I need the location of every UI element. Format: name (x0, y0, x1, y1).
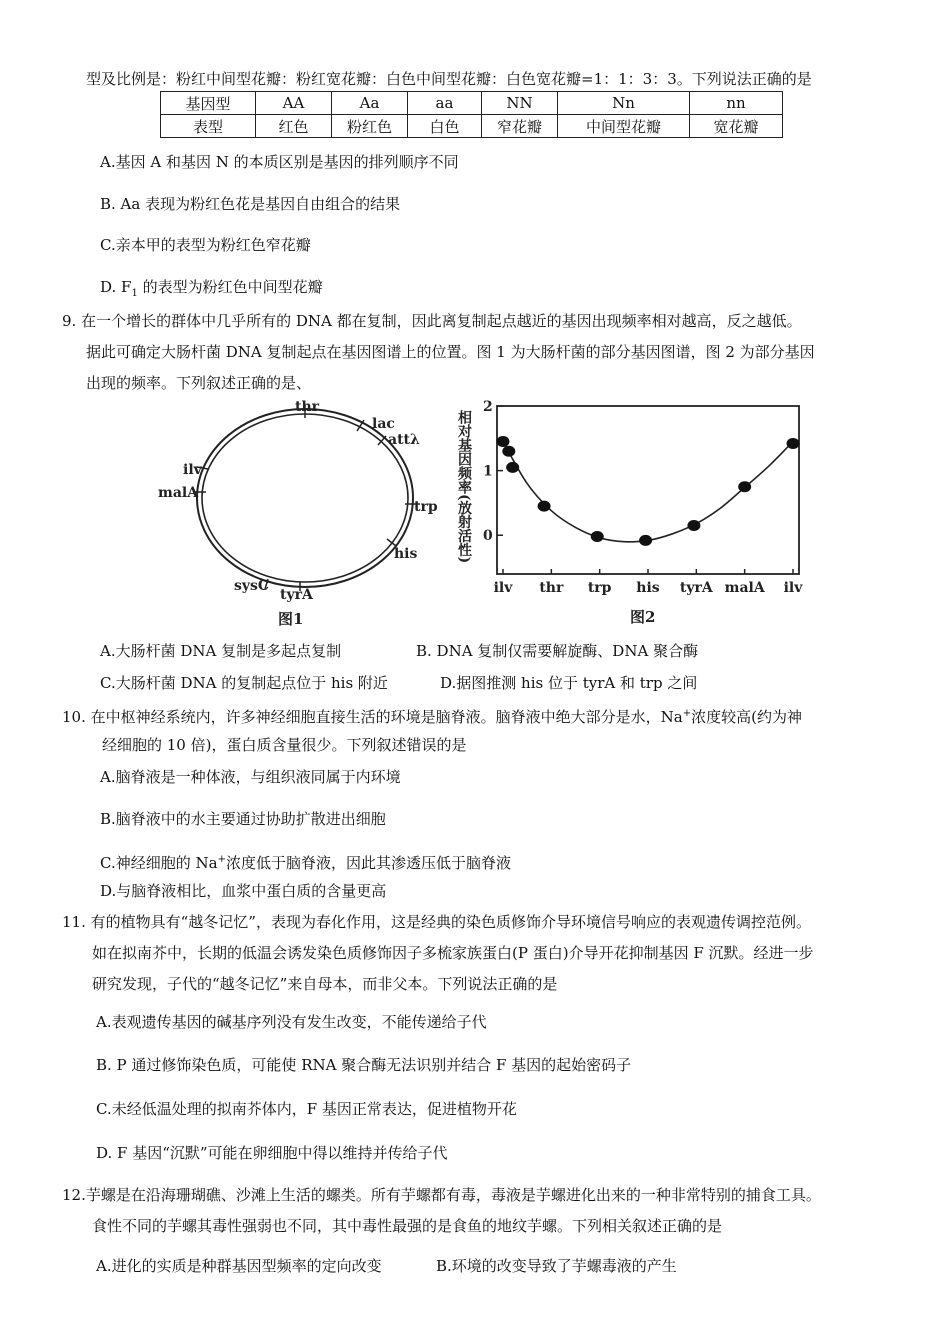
label-lac: lac (372, 416, 395, 432)
q10-option-d[interactable]: D.与脑脊液相比，血浆中蛋白质的含量更高 (100, 882, 387, 900)
y-tick-label: 1 (483, 463, 493, 480)
q8-option-d-sub: 1 (131, 288, 138, 299)
table-cell: aa (408, 92, 482, 115)
q10-stem-line2: 经细胞的 10 倍)，蛋白质含量很少。下列叙述错误的是 (102, 736, 467, 754)
q12-option-a[interactable]: A.进化的实质是种群基因型频率的定向改变 (96, 1257, 382, 1275)
data-point (639, 535, 652, 546)
gene-map-outer-ring (197, 409, 413, 587)
figure1-gene-map (150, 396, 440, 631)
figure2-caption: 图2 (630, 608, 656, 626)
q8-option-a[interactable]: A.基因 A 和基因 N 的本质区别是基因的排列顺序不同 (100, 153, 459, 171)
plot-frame (497, 406, 799, 574)
label-thr: thr (295, 399, 320, 415)
data-point (738, 481, 751, 492)
table-cell: 中间型花瓣 (558, 115, 690, 138)
x-tick-label: malA (724, 580, 765, 596)
q9-stem-line1: 9. 在一个增长的群体中几乎所有的 DNA 都在复制，因此离复制起点越近的基因出现频率相对越高，反之越低。 (62, 312, 802, 330)
q10-option-c-b: 浓度低于脑脊液，因此其渗透压低于脑脊液 (225, 854, 511, 872)
x-tick-label: tyrA (679, 580, 713, 596)
q8-option-d-prefix: D. F (100, 278, 132, 296)
data-point (687, 520, 700, 531)
q10-option-c-a: C.神经细胞的 Na (100, 854, 218, 872)
q9-option-d[interactable]: D.据图推测 his 位于 tyrA 和 trp 之间 (440, 674, 698, 692)
q10-stem-sup: + (682, 708, 692, 719)
q11-option-a[interactable]: A.表观遗传基因的碱基序列没有发生改变，不能传递给子代 (96, 1013, 487, 1031)
q10-stem-line1-a: 10. 在中枢神经系统内，许多神经细胞直接生活的环境是脑脊液。脑脊液中绝大部分是水，Na (62, 708, 683, 726)
table-cell: Nn (558, 92, 690, 115)
q8-option-d-suffix: 的表型为粉红色中间型花瓣 (137, 278, 323, 296)
table-cell: NN (482, 92, 558, 115)
label-att: attλ (388, 432, 420, 448)
label-tyrA: tyrA (280, 587, 313, 603)
data-point (787, 438, 800, 449)
data-point (591, 531, 604, 542)
q9-stem-line2: 据此可确定大肠杆菌 DNA 复制起点在基因图谱上的位置。图 1 为大肠杆菌的部分基因图谱，图 2 为部分基因 (86, 343, 815, 361)
data-point (538, 501, 551, 512)
q10-stem-line1-b: 浓度较高(约为神 (691, 708, 802, 726)
label-sysC: sysC (234, 578, 270, 594)
table-cell: 表型 (161, 115, 256, 138)
data-point (502, 446, 515, 457)
y-tick-label: 2 (483, 399, 493, 415)
fit-curve (503, 442, 793, 542)
table-cell: Aa (332, 92, 408, 115)
q11-stem-line3: 研究发现，子代的“越冬记忆”来自母本，而非父本。下列说法正确的是 (92, 975, 558, 993)
table-cell: 基因型 (161, 92, 256, 115)
x-tick-label: his (636, 580, 660, 596)
q11-stem-line1: 11. 有的植物具有“越冬记忆”，表现为春化作用，这是经典的染色质修饰介导环境信号响应的表观遗传调控范例。 (62, 913, 811, 931)
q9-option-c[interactable]: C.大肠杆菌 DNA 的复制起点位于 his 附近 (100, 674, 388, 692)
q9-option-a[interactable]: A.大肠杆菌 DNA 复制是多起点复制 (100, 642, 342, 660)
q8-option-d[interactable] (100, 276, 323, 305)
table-cell: 红色 (256, 115, 332, 138)
q10-option-b[interactable]: B.脑脊液中的水主要通过协助扩散进出细胞 (100, 810, 386, 828)
table-row-genotype (161, 92, 783, 115)
q9-stem-line3: 出现的频率。下列叙述正确的是、 (86, 374, 312, 392)
x-tick-label: ilv (783, 580, 803, 596)
figure1-caption: 图1 (278, 610, 304, 628)
label-his: his (394, 546, 418, 562)
table-row-phenotype (161, 115, 783, 138)
table-cell: 粉红色 (332, 115, 408, 138)
q9-option-b[interactable]: B. DNA 复制仅需要解旋酶、DNA 聚合酶 (416, 642, 699, 660)
table-cell: 窄花瓣 (482, 115, 558, 138)
label-trp: trp (414, 499, 438, 515)
q12-option-b[interactable]: B.环境的改变导致了芋螺毒液的产生 (436, 1257, 677, 1275)
label-ilv: ilv (183, 462, 202, 478)
genotype-table (160, 91, 783, 138)
q8-option-c[interactable]: C.亲本甲的表型为粉红色窄花瓣 (100, 236, 311, 254)
q10-option-c-sup: + (217, 854, 226, 865)
data-point (506, 462, 519, 473)
q10-stem-line1 (62, 703, 802, 728)
q11-option-c[interactable]: C.未经低温处理的拟南芥体内，F 基因正常表达，促进植物开花 (96, 1100, 517, 1118)
data-point (497, 436, 510, 447)
q11-option-b[interactable]: B. P 通过修饰染色质，可能使 RNA 聚合酶无法识别并结合 F 基因的起始密码子 (96, 1056, 632, 1074)
x-tick-label: ilv (493, 580, 513, 596)
q8-option-b[interactable]: B. Aa 表现为粉红色花是基因自由组合的结果 (100, 195, 401, 213)
gene-map-inner-ring (202, 414, 408, 582)
q10-option-c[interactable] (100, 849, 511, 874)
q12-stem-line2: 食性不同的芋螺其毒性强弱也不同，其中毒性最强的是食鱼的地纹芋螺。下列相关叙述正确的是 (92, 1217, 723, 1235)
table-cell: 宽花瓣 (690, 115, 783, 138)
q12-stem-line1: 12.芋螺是在沿海珊瑚礁、沙滩上生活的螺类。所有芋螺都有毒，毒液是芋螺进化出来的一种非常特别的捕食工具。 (62, 1186, 821, 1204)
y-axis-label: 相对基因频率(放射活性) (456, 410, 472, 564)
q11-option-d[interactable]: D. F 基因“沉默”可能在卵细胞中得以维持并传给子代 (96, 1144, 448, 1162)
figure2-chart (452, 396, 812, 631)
table-cell: nn (690, 92, 783, 115)
q11-stem-line2: 如在拟南芥中，长期的低温会诱发染色质修饰因子多梳家族蛋白(P 蛋白)介导开花抑制基因 F 沉默。经进一步 (92, 944, 814, 962)
x-tick-label: trp (587, 580, 612, 596)
table-cell: AA (256, 92, 332, 115)
y-tick-label: 0 (483, 528, 493, 545)
label-malA: malA (158, 485, 199, 501)
table-cell: 白色 (408, 115, 482, 138)
q8-ratio-line: 型及比例是：粉红中间型花瓣：粉红宽花瓣：白色中间型花瓣：白色宽花瓣=1：1：3：3。下列说法正确的是 (86, 70, 812, 88)
x-tick-label: thr (539, 580, 564, 596)
q10-option-a[interactable]: A.脑脊液是一种体液，与组织液同属于内环境 (100, 768, 401, 786)
